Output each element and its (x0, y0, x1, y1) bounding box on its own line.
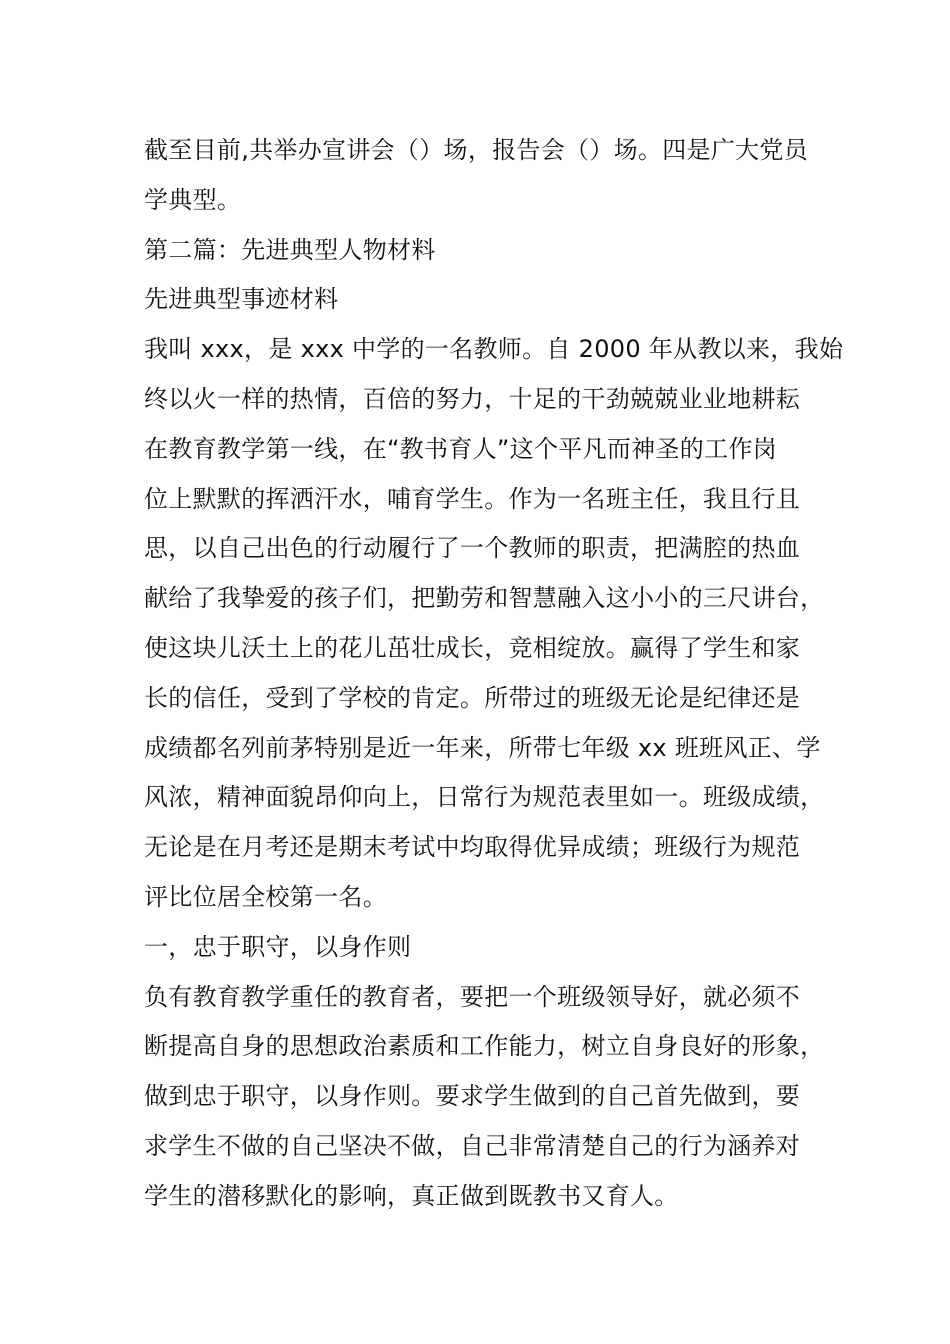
text-line: 求学生不做的自己坚决不做，自己非常清楚自己的行为涵养对 (144, 1131, 801, 1160)
text-line: 我叫 xxx，是 xxx 中学的一名教师。自 2000 年从教以来，我始 (144, 335, 844, 364)
text-line: 终以火一样的热情，百倍的努力，十足的干劲兢兢业业地耕耘 (144, 384, 801, 413)
text-line: 献给了我挚爱的孩子们，把勤劳和智慧融入这小小的三尺讲台， (144, 584, 825, 613)
text-line: 学典型。 (144, 185, 242, 214)
section-heading: 第二篇：先进典型人物材料 (144, 235, 436, 264)
subsection-heading: 一，忠于职守，以身作则 (144, 932, 412, 961)
article-title: 先进典型事迹材料 (144, 285, 339, 314)
text-line: 在教育教学第一线，在“教书育人”这个平凡而神圣的工作岗 (144, 434, 777, 463)
text-line: 评比位居全校第一名。 (144, 882, 387, 911)
text-line: 思，以自己出色的行动履行了一个教师的职责，把满腔的热血 (144, 534, 801, 563)
text-line: 使这块儿沃土上的花儿茁壮成长，竞相绽放。赢得了学生和家 (144, 633, 801, 662)
text-line: 位上默默的挥洒汗水，哺育学生。作为一名班主任，我且行且 (144, 484, 801, 513)
text-line: 无论是在月考还是期末考试中均取得优异成绩；班级行为规范 (144, 833, 801, 862)
text-line: 成绩都名列前茅特别是近一年来，所带七年级 xx 班班风正、学 (144, 733, 821, 762)
text-line: 断提高自身的思想政治素质和工作能力，树立自身良好的形象， (144, 1032, 825, 1061)
text-line: 学生的潜移默化的影响，真正做到既教书又育人。 (144, 1181, 679, 1210)
text-line: 截至目前,共举办宣讲会（）场，报告会（）场。四是广大党员 (144, 136, 809, 164)
text-line: 风浓，精神面貌昂仰向上，日常行为规范表里如一。班级成绩， (144, 783, 825, 812)
text-line: 做到忠于职守，以身作则。要求学生做到的自己首先做到，要 (144, 1082, 801, 1111)
document-body (144, 126, 844, 1222)
text-line: 长的信任，受到了学校的肯定。所带过的班级无论是纪律还是 (144, 683, 801, 712)
text-line: 负有教育教学重任的教育者，要把一个班级领导好，就必须不 (144, 982, 801, 1011)
